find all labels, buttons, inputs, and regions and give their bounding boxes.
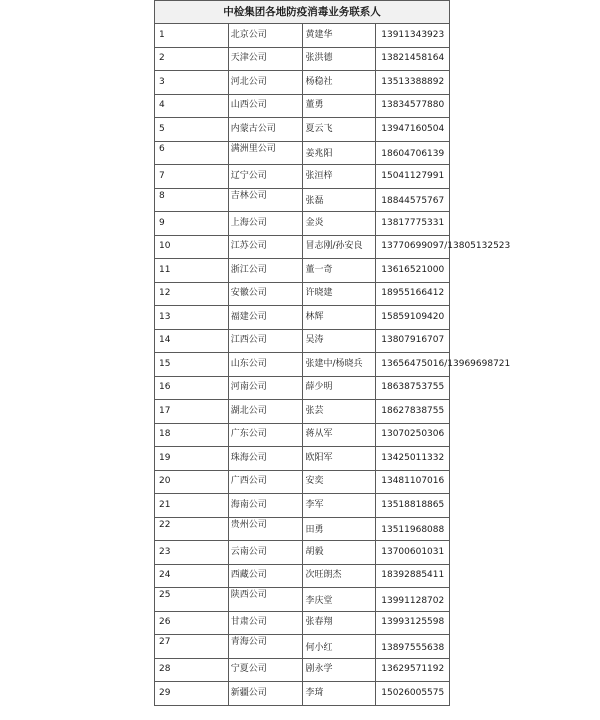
contact-cell: 姜兆阳 [302,141,376,165]
phone-cell: 18844575767 [376,188,450,212]
phone-cell: 13656475016/13969698721 [376,353,450,377]
company-cell: 湖北公司 [228,400,302,424]
phone-cell: 13513388892 [376,71,450,95]
table-row [155,682,450,706]
row-number: 1 [155,24,229,48]
row-number: 28 [155,658,229,682]
row-number: 6 [155,141,229,165]
phone-cell: 18955166412 [376,282,450,306]
contact-cell: 次旺朗杰 [302,564,376,588]
phone-cell: 18604706139 [376,141,450,165]
contact-cell: 林辉 [302,306,376,330]
row-number: 11 [155,259,229,283]
company-cell: 宁夏公司 [228,658,302,682]
row-number: 25 [155,588,229,612]
phone-cell: 13991128702 [376,588,450,612]
company-cell: 浙江公司 [228,259,302,283]
contact-cell: 安奕 [302,470,376,494]
company-cell: 广东公司 [228,423,302,447]
company-cell: 新疆公司 [228,682,302,706]
row-number: 3 [155,71,229,95]
table-row [155,141,450,165]
phone-cell: 13511968088 [376,517,450,541]
row-number: 8 [155,188,229,212]
contact-cell: 金炎 [302,212,376,236]
contact-cell: 黄建华 [302,24,376,48]
contact-cell: 许晓建 [302,282,376,306]
table-row [155,447,450,471]
row-number: 27 [155,635,229,659]
contact-cell: 吴涛 [302,329,376,353]
row-number: 16 [155,376,229,400]
contact-cell: 李琦 [302,682,376,706]
phone-cell: 13834577880 [376,94,450,118]
phone-cell: 13070250306 [376,423,450,447]
phone-cell: 13629571192 [376,658,450,682]
contact-cell: 薛少明 [302,376,376,400]
phone-cell: 13911343923 [376,24,450,48]
contacts-table [154,0,511,706]
table-row [155,24,450,48]
row-number: 22 [155,517,229,541]
company-cell: 北京公司 [228,24,302,48]
row-number: 4 [155,94,229,118]
table-row [155,635,450,659]
table-row [155,329,450,353]
phone-cell: 13897555638 [376,635,450,659]
table-row [155,118,450,142]
table-row [155,94,450,118]
company-cell: 青海公司 [228,635,302,659]
phone-cell: 13947160504 [376,118,450,142]
phone-cell: 13993125598 [376,611,450,635]
company-cell: 西藏公司 [228,564,302,588]
row-number: 12 [155,282,229,306]
company-cell: 贵州公司 [228,517,302,541]
contact-cell: 张春翔 [302,611,376,635]
company-cell: 满洲里公司 [228,141,302,165]
table-row [155,235,450,259]
phone-cell: 18392885411 [376,564,450,588]
table-row [155,212,450,236]
contact-cell: 张洹梓 [302,165,376,189]
phone-cell: 15859109420 [376,306,450,330]
contact-cell: 杨稳社 [302,71,376,95]
row-number: 26 [155,611,229,635]
table-title: 中检集团各地防疫消毒业务联系人 [155,1,450,24]
table-title-row [155,1,450,24]
company-cell: 甘肃公司 [228,611,302,635]
phone-cell: 13807916707 [376,329,450,353]
phone-cell: 18638753755 [376,376,450,400]
contact-cell: 田勇 [302,517,376,541]
table-row [155,564,450,588]
contact-cell: 董勇 [302,94,376,118]
row-number: 15 [155,353,229,377]
phone-cell: 18627838755 [376,400,450,424]
table-row [155,165,450,189]
company-cell: 河南公司 [228,376,302,400]
row-number: 2 [155,47,229,71]
table-row [155,71,450,95]
contact-cell: 何小红 [302,635,376,659]
company-cell: 辽宁公司 [228,165,302,189]
phone-cell: 13518818865 [376,494,450,518]
company-cell: 云南公司 [228,541,302,565]
phone-cell: 13425011332 [376,447,450,471]
contact-cell: 董一奇 [302,259,376,283]
row-number: 24 [155,564,229,588]
company-cell: 天津公司 [228,47,302,71]
row-number: 13 [155,306,229,330]
company-cell: 陕西公司 [228,588,302,612]
table-row [155,259,450,283]
phone-cell: 13700601031 [376,541,450,565]
table-row [155,47,450,71]
contact-cell: 剧永学 [302,658,376,682]
company-cell: 河北公司 [228,71,302,95]
table-row [155,306,450,330]
company-cell: 江苏公司 [228,235,302,259]
contact-cell: 冒志刚/孙安良 [302,235,376,259]
phone-cell: 13481107016 [376,470,450,494]
company-cell: 山东公司 [228,353,302,377]
contact-cell: 李军 [302,494,376,518]
company-cell: 上海公司 [228,212,302,236]
contact-cell: 张建中/杨晓兵 [302,353,376,377]
company-cell: 山西公司 [228,94,302,118]
row-number: 14 [155,329,229,353]
table-row [155,541,450,565]
contact-cell: 张芸 [302,400,376,424]
table-row [155,658,450,682]
table-row [155,588,450,612]
contact-cell: 欧阳军 [302,447,376,471]
contact-cell: 夏云飞 [302,118,376,142]
phone-cell: 15026005575 [376,682,450,706]
phone-cell: 13821458164 [376,47,450,71]
company-cell: 海南公司 [228,494,302,518]
company-cell: 吉林公司 [228,188,302,212]
row-number: 17 [155,400,229,424]
row-number: 29 [155,682,229,706]
row-number: 10 [155,235,229,259]
table-row [155,188,450,212]
row-number: 23 [155,541,229,565]
contact-cell: 李庆堂 [302,588,376,612]
phone-cell: 13817775331 [376,212,450,236]
row-number: 18 [155,423,229,447]
contact-cell: 张磊 [302,188,376,212]
table-row [155,494,450,518]
company-cell: 安徽公司 [228,282,302,306]
contact-cell: 胡毅 [302,541,376,565]
phone-cell: 13616521000 [376,259,450,283]
company-cell: 广西公司 [228,470,302,494]
table-row [155,376,450,400]
table-row [155,353,450,377]
contact-cell: 蒋从军 [302,423,376,447]
table-row [155,400,450,424]
row-number: 7 [155,165,229,189]
row-number: 5 [155,118,229,142]
phone-cell: 15041127991 [376,165,450,189]
row-number: 21 [155,494,229,518]
row-number: 9 [155,212,229,236]
contact-cell: 张洪德 [302,47,376,71]
table-body [155,24,511,706]
table-row [155,611,450,635]
phone-cell: 13770699097/13805132523 [376,235,450,259]
row-number: 19 [155,447,229,471]
company-cell: 江西公司 [228,329,302,353]
table-row [155,470,450,494]
company-cell: 内蒙古公司 [228,118,302,142]
table-row [155,282,450,306]
company-cell: 珠海公司 [228,447,302,471]
table-row [155,423,450,447]
company-cell: 福建公司 [228,306,302,330]
row-number: 20 [155,470,229,494]
table-row [155,517,450,541]
